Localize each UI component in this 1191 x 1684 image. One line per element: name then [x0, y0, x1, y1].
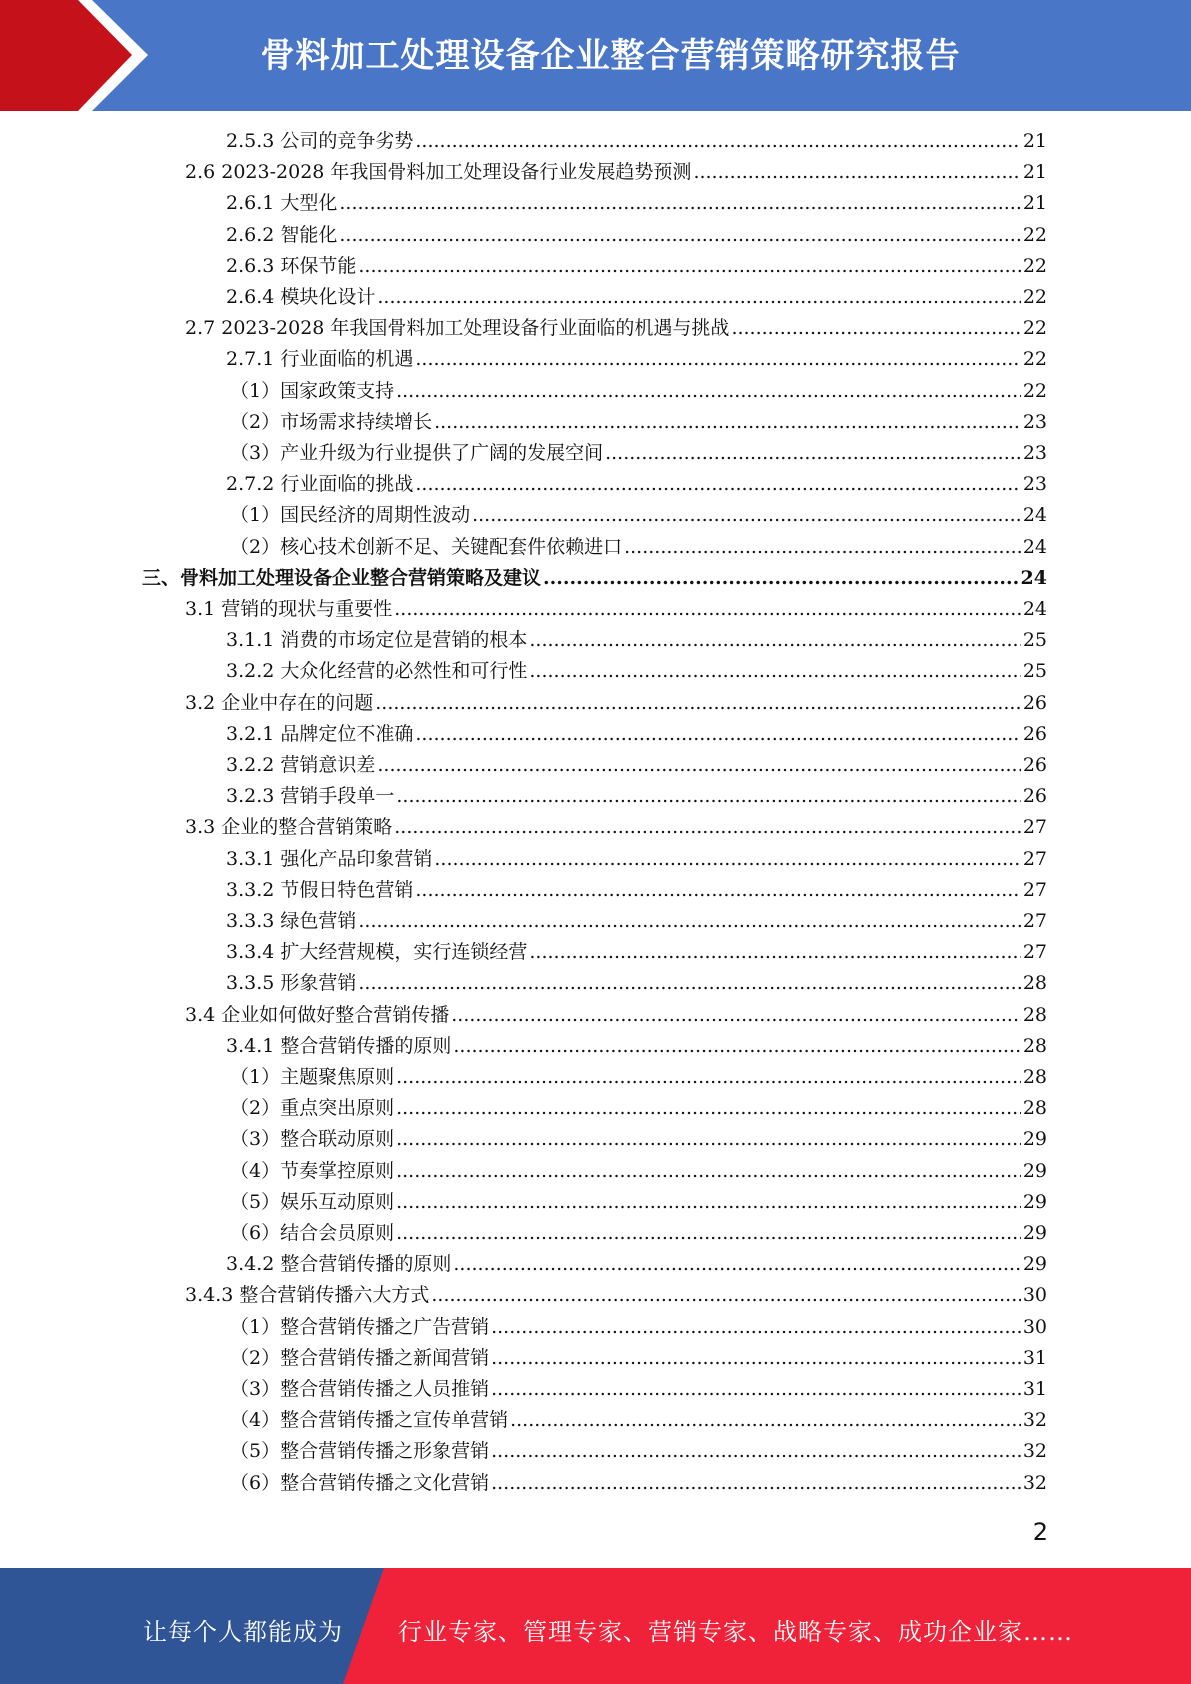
- toc-entry-page: 29: [1022, 1160, 1047, 1182]
- toc-entry-title: 2.7 2023-2028 年我国骨料加工处理设备行业面临的机遇与挑战: [185, 317, 730, 339]
- toc-dot-leader: [605, 438, 1021, 469]
- toc-entry-page: 31: [1022, 1378, 1047, 1400]
- toc-entry-title: （2）市场需求持续增长: [230, 411, 433, 433]
- toc-entry[interactable]: [226, 937, 1047, 968]
- toc-dot-leader: [358, 968, 1020, 999]
- toc-entry-title: 3.1 营销的现状与重要性: [185, 598, 393, 620]
- toc-entry[interactable]: [185, 688, 1047, 719]
- toc-entry-page: 22: [1022, 317, 1047, 339]
- toc-entry-page: 29: [1022, 1191, 1047, 1213]
- toc-entry-page: 28: [1022, 1035, 1047, 1057]
- toc-entry[interactable]: [226, 188, 1047, 219]
- toc-entry-page: 23: [1022, 411, 1047, 433]
- toc-entry-page: 27: [1022, 816, 1047, 838]
- toc-entry[interactable]: [226, 126, 1047, 157]
- toc-entry-title: （2）核心技术创新不足、关键配套件依赖进口: [230, 536, 623, 558]
- toc-entry-page: 22: [1022, 255, 1047, 277]
- toc-entry[interactable]: [230, 1436, 1047, 1467]
- toc-entry-page: 22: [1022, 380, 1047, 402]
- toc-dot-leader: [543, 563, 1019, 594]
- toc-dot-leader: [394, 812, 1021, 843]
- toc-entry[interactable]: [226, 875, 1047, 906]
- toc-dot-leader: [375, 688, 1021, 719]
- toc-entry-page: 29: [1022, 1222, 1047, 1244]
- toc-entry[interactable]: [230, 438, 1047, 469]
- toc-entry[interactable]: [230, 1156, 1047, 1187]
- toc-entry-page: 30: [1022, 1284, 1047, 1306]
- toc-entry-page: 28: [1022, 1097, 1047, 1119]
- toc-entry-page: 28: [1022, 972, 1047, 994]
- toc-entry[interactable]: [185, 594, 1047, 625]
- toc-entry[interactable]: [226, 1249, 1047, 1280]
- toc-entry-title: （4）整合营销传播之宣传单营销: [230, 1409, 509, 1431]
- toc-entry-title: （1）国民经济的周期性波动: [230, 504, 471, 526]
- toc-entry-title: （3）整合联动原则: [230, 1128, 395, 1150]
- toc-entry[interactable]: [226, 220, 1047, 251]
- toc-entry-page: 22: [1022, 348, 1047, 370]
- toc-entry-page: 32: [1022, 1472, 1047, 1494]
- toc-entry-title: （1）整合营销传播之广告营销: [230, 1316, 490, 1338]
- toc-entry-title: 3.2.2 营销意识差: [226, 754, 376, 776]
- toc-dot-leader: [451, 1000, 1021, 1031]
- toc-entry-title: （5）整合营销传播之形象营销: [230, 1440, 490, 1462]
- toc-entry[interactable]: [230, 1343, 1047, 1374]
- toc-entry-title: （6）结合会员原则: [230, 1222, 395, 1244]
- toc-dot-leader: [396, 1062, 1021, 1093]
- toc-entry-page: 24: [1022, 598, 1047, 620]
- toc-entry-title: 2.7.1 行业面临的机遇: [226, 348, 414, 370]
- toc-entry[interactable]: [185, 1000, 1047, 1031]
- toc-entry-page: 26: [1022, 692, 1047, 714]
- toc-dot-leader: [396, 1093, 1021, 1124]
- toc-entry-title: 3.4.2 整合营销传播的原则: [226, 1253, 452, 1275]
- toc-entry[interactable]: [226, 656, 1047, 687]
- toc-dot-leader: [624, 532, 1021, 563]
- toc-entry[interactable]: [226, 719, 1047, 750]
- toc-entry-title: （2）重点突出原则: [230, 1097, 395, 1119]
- toc-dot-leader: [453, 1031, 1020, 1062]
- toc-dot-leader: [491, 1468, 1021, 1499]
- toc-entry-title: 3.2.2 大众化经营的必然性和可行性: [226, 660, 528, 682]
- toc-entry-page: 26: [1022, 723, 1047, 745]
- toc-dot-leader: [396, 1218, 1021, 1249]
- footer-roles: 行业专家、管理专家、营销专家、战略专家、成功企业家……: [398, 1618, 1073, 1646]
- toc-entry-page: 31: [1022, 1347, 1047, 1369]
- toc-dot-leader: [472, 500, 1021, 531]
- report-title: 骨料加工处理设备企业整合营销策略研究报告: [260, 36, 961, 76]
- toc-entry[interactable]: [226, 968, 1047, 999]
- toc-entry-title: 2.6.2 智能化: [226, 224, 338, 246]
- toc-entry-page: 21: [1022, 130, 1047, 152]
- toc-entry[interactable]: [226, 844, 1047, 875]
- toc-entry[interactable]: [142, 563, 1047, 594]
- toc-entry-page: 29: [1022, 1128, 1047, 1150]
- toc-entry-title: 3.1.1 消费的市场定位是营销的根本: [226, 629, 528, 651]
- toc-entry-title: 3.2.3 营销手段单一: [226, 785, 395, 807]
- toc-dot-leader: [453, 1249, 1020, 1280]
- toc-entry-title: 2.6 2023-2028 年我国骨料加工处理设备行业发展趋势预测: [185, 161, 692, 183]
- toc-entry[interactable]: [230, 1093, 1047, 1124]
- toc-entry[interactable]: [226, 251, 1047, 282]
- toc-entry[interactable]: [226, 625, 1047, 656]
- toc-dot-leader: [529, 656, 1020, 687]
- toc-dot-leader: [377, 750, 1020, 781]
- toc-entry-title: （1）主题聚焦原则: [230, 1066, 395, 1088]
- toc-entry-page: 32: [1022, 1440, 1047, 1462]
- toc-dot-leader: [396, 376, 1021, 407]
- toc-dot-leader: [358, 906, 1020, 937]
- toc-entry-page: 25: [1022, 629, 1047, 651]
- toc-entry-title: （5）娱乐互动原则: [230, 1191, 395, 1213]
- toc-dot-leader: [491, 1343, 1021, 1374]
- toc-dot-leader: [491, 1312, 1021, 1343]
- toc-dot-leader: [529, 625, 1020, 656]
- toc-dot-leader: [396, 1124, 1021, 1155]
- toc-dot-leader: [434, 407, 1021, 438]
- toc-dot-leader: [431, 1280, 1020, 1311]
- toc-entry-page: 27: [1022, 910, 1047, 932]
- toc-entry-title: （3）整合营销传播之人员推销: [230, 1378, 490, 1400]
- page-header: [0, 0, 1191, 111]
- toc-entry-title: （6）整合营销传播之文化营销: [230, 1472, 490, 1494]
- toc-entry[interactable]: [226, 750, 1047, 781]
- toc-dot-leader: [415, 344, 1020, 375]
- toc-dot-leader: [396, 1187, 1021, 1218]
- toc-entry[interactable]: [230, 1062, 1047, 1093]
- toc-dot-leader: [415, 469, 1020, 500]
- toc-entry-title: 2.6.4 模块化设计: [226, 286, 376, 308]
- toc-entry-title: （4）节奏掌控原则: [230, 1160, 395, 1182]
- page-number: 2: [1032, 1518, 1048, 1546]
- toc-entry-title: 3.3.4 扩大经营规模，实行连锁经营: [226, 941, 528, 963]
- toc-entry-title: 3.2.1 品牌定位不准确: [226, 723, 414, 745]
- toc-entry[interactable]: [185, 1280, 1047, 1311]
- toc-entry-title: （2）整合营销传播之新闻营销: [230, 1347, 490, 1369]
- toc-entry-page: 28: [1022, 1004, 1047, 1026]
- toc-entry-title: 2.6.3 环保节能: [226, 255, 357, 277]
- toc-entry[interactable]: [230, 407, 1047, 438]
- toc-dot-leader: [415, 126, 1020, 157]
- toc-dot-leader: [339, 188, 1020, 219]
- toc-entry-title: （1）国家政策支持: [230, 380, 395, 402]
- toc-dot-leader: [415, 875, 1020, 906]
- toc-dot-leader: [415, 719, 1020, 750]
- toc-entry[interactable]: [230, 1312, 1047, 1343]
- toc-entry-page: 32: [1022, 1409, 1047, 1431]
- toc-entry-title: 2.5.3 公司的竞争劣势: [226, 130, 414, 152]
- toc-entry[interactable]: [230, 1187, 1047, 1218]
- toc-dot-leader: [693, 157, 1020, 188]
- toc-entry-page: 21: [1022, 192, 1047, 214]
- toc-dot-leader: [491, 1436, 1021, 1467]
- toc-dot-leader: [491, 1374, 1021, 1405]
- toc-entry-page: 24: [1022, 504, 1047, 526]
- toc-entry[interactable]: [230, 500, 1047, 531]
- toc-entry-title: （3）产业升级为行业提供了广阔的发展空间: [230, 442, 604, 464]
- toc-entry[interactable]: [230, 1468, 1047, 1499]
- toc-entry-title: 3.4 企业如何做好整合营销传播: [185, 1004, 450, 1026]
- toc-entry[interactable]: [185, 313, 1047, 344]
- toc-entry-title: 3.3.3 绿色营销: [226, 910, 357, 932]
- toc-entry[interactable]: [226, 344, 1047, 375]
- toc-entry-page: 28: [1022, 1066, 1047, 1088]
- toc-entry[interactable]: [226, 781, 1047, 812]
- toc-entry[interactable]: [185, 812, 1047, 843]
- toc-entry-page: 26: [1022, 754, 1047, 776]
- toc-dot-leader: [377, 282, 1020, 313]
- toc-entry-title: 3.3 企业的整合营销策略: [185, 816, 393, 838]
- toc-entry-page: 30: [1022, 1316, 1047, 1338]
- toc-dot-leader: [339, 220, 1020, 251]
- toc-entry-title: 3.3.5 形象营销: [226, 972, 357, 994]
- toc-entry-page: 23: [1022, 473, 1047, 495]
- toc-entry-page: 21: [1022, 161, 1047, 183]
- toc-dot-leader: [396, 1156, 1021, 1187]
- toc-entry-page: 22: [1022, 286, 1047, 308]
- toc-entry-page: 24: [1020, 567, 1047, 589]
- toc-entry[interactable]: [230, 1124, 1047, 1155]
- toc-entry[interactable]: [230, 1218, 1047, 1249]
- toc-entry[interactable]: [226, 1031, 1047, 1062]
- toc-entry-page: 29: [1022, 1253, 1047, 1275]
- toc-entry[interactable]: [185, 157, 1047, 188]
- toc-entry-title: 2.7.2 行业面临的挑战: [226, 473, 414, 495]
- toc-entry-title: 三、骨料加工处理设备企业整合营销策略及建议: [142, 567, 542, 589]
- toc-entry-page: 27: [1022, 879, 1047, 901]
- toc-entry-title: 3.3.1 强化产品印象营销: [226, 848, 433, 870]
- toc-dot-leader: [358, 251, 1020, 282]
- toc-entry[interactable]: [226, 906, 1047, 937]
- toc-dot-leader: [510, 1405, 1021, 1436]
- toc-entry[interactable]: [230, 532, 1047, 563]
- toc-entry[interactable]: [226, 282, 1047, 313]
- toc-entry[interactable]: [230, 376, 1047, 407]
- toc-entry-title: 3.4.3 整合营销传播六大方式: [185, 1284, 430, 1306]
- toc-entry-page: 25: [1022, 660, 1047, 682]
- toc-entry-title: 3.4.1 整合营销传播的原则: [226, 1035, 452, 1057]
- toc-entry[interactable]: [230, 1374, 1047, 1405]
- toc-entry-page: 26: [1022, 785, 1047, 807]
- toc-dot-leader: [529, 937, 1020, 968]
- toc-dot-leader: [731, 313, 1020, 344]
- toc-entry-page: 27: [1022, 848, 1047, 870]
- toc-entry-title: 3.2 企业中存在的问题: [185, 692, 374, 714]
- toc-entry-page: 24: [1022, 536, 1047, 558]
- toc-entry-page: 22: [1022, 224, 1047, 246]
- toc-dot-leader: [396, 781, 1020, 812]
- toc-entry[interactable]: [230, 1405, 1047, 1436]
- toc-entry-page: 23: [1022, 442, 1047, 464]
- toc-dot-leader: [434, 844, 1020, 875]
- header-arrow-decoration: [0, 0, 150, 111]
- toc-dot-leader: [394, 594, 1021, 625]
- toc-entry-title: 2.6.1 大型化: [226, 192, 338, 214]
- toc-entry-page: 27: [1022, 941, 1047, 963]
- footer-slogan: 让每个人都能成为: [143, 1618, 343, 1646]
- toc-entry[interactable]: [226, 469, 1047, 500]
- toc-entry-title: 3.3.2 节假日特色营销: [226, 879, 414, 901]
